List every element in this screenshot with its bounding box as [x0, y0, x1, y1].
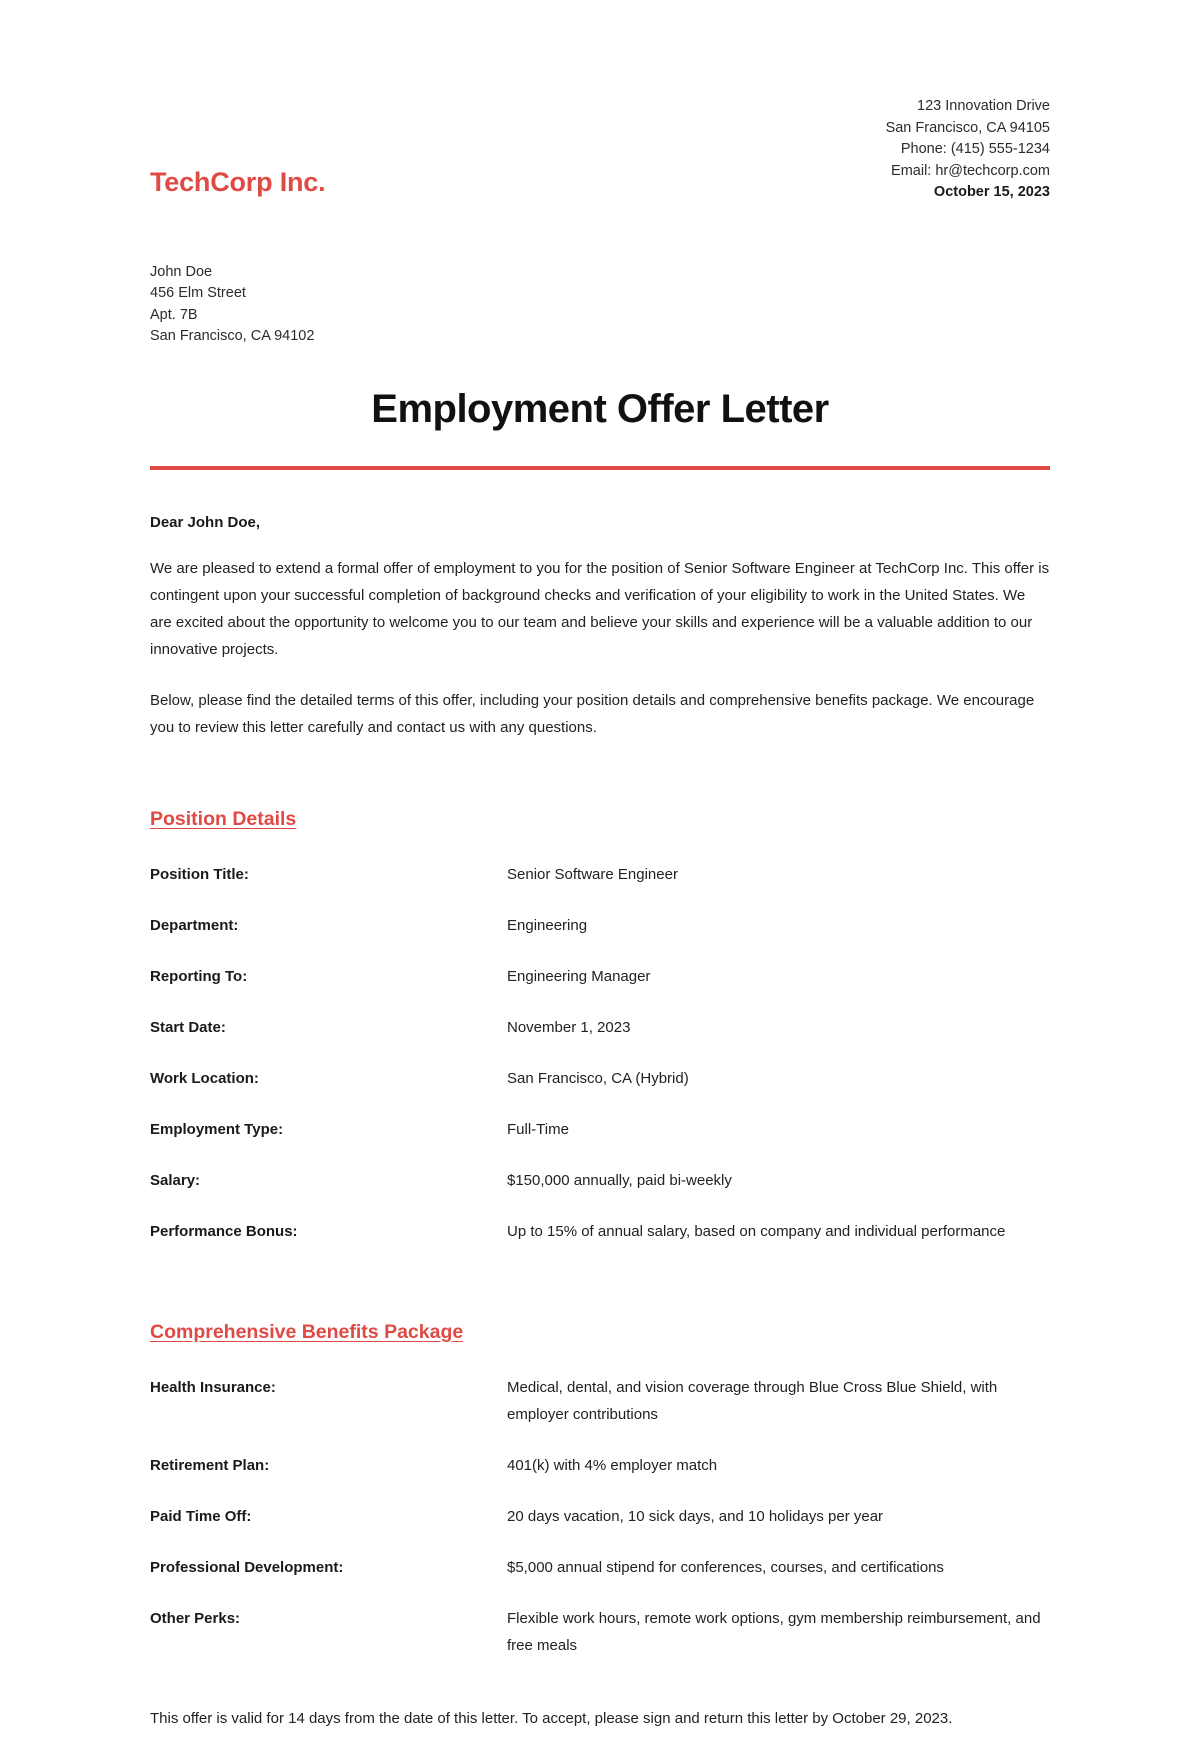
detail-label: Reporting To:	[150, 967, 248, 985]
detail-row	[150, 1554, 1050, 1581]
detail-row	[150, 1452, 1050, 1479]
detail-row	[150, 1605, 1050, 1659]
detail-value: November 1, 2023	[507, 1018, 631, 1036]
letter-date: October 15, 2023	[933, 184, 1050, 200]
recipient-name: John Doe	[150, 263, 213, 280]
detail-label: Professional Development:	[150, 1558, 344, 1576]
detail-value: Engineering	[507, 916, 588, 934]
detail-label: Health Insurance:	[150, 1378, 276, 1396]
benefits-list	[150, 1374, 1050, 1659]
detail-label: Position Title:	[150, 865, 249, 883]
detail-row	[150, 1065, 1050, 1092]
detail-row	[150, 963, 1050, 990]
detail-value: Up to 15% of annual salary, based on company and individual performance	[507, 1222, 1006, 1240]
detail-value: Engineering Manager	[507, 967, 651, 985]
detail-value: $150,000 annually, paid bi-weekly	[507, 1171, 732, 1189]
recipient-unit: Apt. 7B	[150, 306, 198, 323]
letterhead	[150, 96, 1050, 204]
company-address-line-2: San Francisco, CA 94105	[885, 119, 1050, 136]
detail-row	[150, 912, 1050, 939]
detail-row	[150, 1014, 1050, 1041]
detail-label: Work Location:	[150, 1069, 259, 1087]
salutation: Dear John Doe,	[150, 513, 261, 531]
detail-value: San Francisco, CA (Hybrid)	[507, 1069, 689, 1087]
company-contact-block	[886, 96, 1050, 204]
detail-value: Flexible work hours, remote work options, gym membership reimbursement, and free meals	[507, 1609, 1041, 1654]
second-paragraph: Below, please find the detailed terms of this offer, including your position details and comprehensive benefits package. We encourage you to review this letter carefully and contact us with any questions.	[150, 691, 1035, 736]
detail-label: Salary:	[150, 1171, 201, 1189]
detail-row	[150, 1167, 1050, 1194]
detail-label: Other Perks:	[150, 1609, 241, 1627]
company-email: Email: hr@techcorp.com	[891, 162, 1050, 179]
section-heading-position-details: Position Details	[150, 807, 297, 830]
detail-label: Start Date:	[150, 1018, 226, 1036]
title-divider	[150, 466, 1050, 470]
recipient-city-state-zip: San Francisco, CA 94102	[150, 328, 315, 344]
detail-row	[150, 1218, 1050, 1245]
closing-paragraph: This offer is valid for 14 days from the date of this letter. To accept, please sign and return this letter by October 29, 2023.	[150, 1709, 953, 1727]
document-content	[150, 0, 1050, 1732]
detail-row	[150, 1374, 1050, 1428]
detail-value: $5,000 annual stipend for conferences, courses, and certifications	[507, 1558, 944, 1576]
detail-label: Paid Time Off:	[150, 1507, 252, 1525]
detail-row	[150, 1503, 1050, 1530]
detail-value: 20 days vacation, 10 sick days, and 10 holidays per year	[507, 1507, 884, 1525]
page-title: Employment Offer Letter	[371, 386, 829, 431]
section-heading-benefits-package: Comprehensive Benefits Package	[150, 1320, 464, 1343]
detail-value: Senior Software Engineer	[507, 865, 678, 883]
detail-value: Full-Time	[507, 1120, 569, 1138]
intro-paragraph: We are pleased to extend a formal offer of employment to you for the position of Senior Software Engineer at TechCorp Inc. This offer is contingent upon your successful completion of background checks and verification of your eligibility to work in the United States. We are excited about the opportunity to welcome you to our team and believe your skills and experience will be a valuable addition to our innovative projects.	[150, 559, 1050, 658]
detail-label: Performance Bonus:	[150, 1222, 298, 1240]
detail-row	[150, 1116, 1050, 1143]
detail-label: Department:	[150, 916, 239, 934]
detail-row	[150, 861, 1050, 888]
company-name: TechCorp Inc.	[150, 166, 326, 197]
company-address-line-1: 123 Innovation Drive	[917, 98, 1050, 114]
recipient-address-block	[150, 262, 1050, 348]
company-phone: Phone: (415) 555-1234	[900, 141, 1050, 157]
position-details-list	[150, 861, 1050, 1245]
detail-value: 401(k) with 4% employer match	[507, 1456, 718, 1474]
detail-value: Medical, dental, and vision coverage through Blue Cross Blue Shield, with employer contributions	[507, 1378, 998, 1423]
recipient-street: 456 Elm Street	[150, 285, 246, 301]
detail-label: Retirement Plan:	[150, 1456, 270, 1474]
detail-label: Employment Type:	[150, 1120, 284, 1138]
